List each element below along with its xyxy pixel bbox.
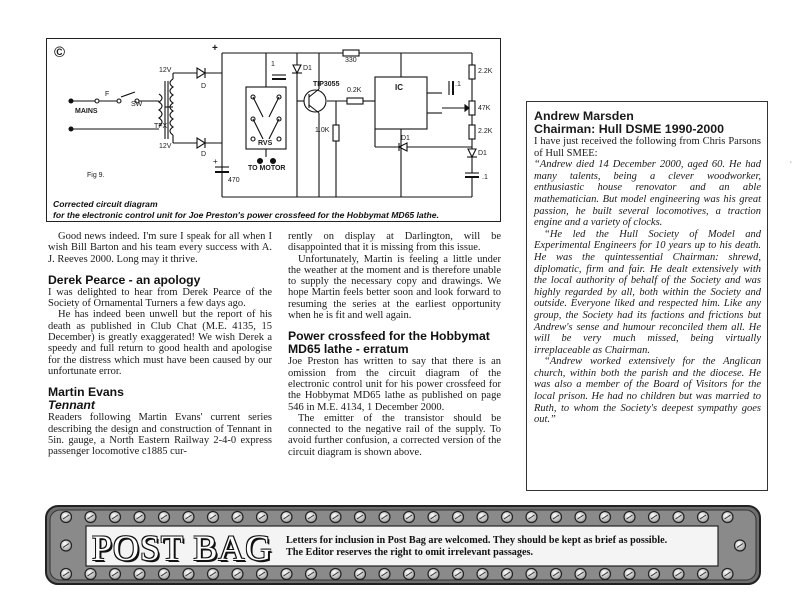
obituary-name: Andrew Marsden bbox=[534, 109, 634, 123]
obituary-title: Chairman: Hull DSME 1990-2000 bbox=[534, 122, 725, 136]
column-middle bbox=[288, 231, 501, 458]
heading-martin-evans: Martin Evans bbox=[48, 385, 124, 400]
margin-mark: ʻ bbox=[790, 160, 792, 169]
post-bag-banner bbox=[40, 502, 766, 588]
label-mains: MAINS bbox=[75, 108, 98, 115]
circuit-diagram-figure bbox=[46, 38, 501, 222]
post-bag-notice-line2: The Editor reserves the right to omit irrelevant passages. bbox=[286, 547, 534, 558]
obituary-box bbox=[526, 101, 768, 491]
label-d1-loop: D1 bbox=[401, 135, 410, 142]
obituary-intro: I have just received the following from Chris Parsons of Hull SMEE: bbox=[534, 136, 761, 159]
label-cap-01-top: .1 bbox=[455, 81, 461, 88]
figure-number: Fig 9. bbox=[87, 172, 105, 179]
label-rvs: RVS bbox=[258, 140, 273, 147]
label-12v-bottom: 12V bbox=[159, 143, 172, 150]
heading-derek-pearce: Derek Pearce - an apology bbox=[48, 272, 201, 287]
label-fuse: F bbox=[105, 91, 110, 98]
figure-caption-line1: Corrected circuit diagram bbox=[53, 199, 158, 209]
paragraph-emitter: The emitter of the transistor should be connected to the negative rail of the supply. To avoid further confusion, a corrected version of the circuit diagram is shown above. bbox=[288, 412, 501, 458]
label-r47k: 47K bbox=[478, 105, 491, 112]
copyright-symbol: © bbox=[54, 44, 66, 61]
paragraph-derek-apology: He has indeed been unwell but the report of his death as published in Club Chat (M.E. 4135, 15 December) is greatly exaggerated! We wish Derek a speedy and full return to good health and apologise for the distress which must have been caused by our unfortunate error. bbox=[48, 309, 272, 377]
obituary-quote-3: “Andrew worked extensively for the Anglican church, within both the parish and the diocese. He was also a member of the Board of Visitors for the local prison. He had no children but was married to Ruth, to whom the Society's deepest sympathy goes out.” bbox=[534, 356, 761, 426]
label-cap-1: 1 bbox=[271, 61, 275, 68]
paragraph-derek-intro: I was delighted to hear from Derek Pearce of the Society of Ornamental Turners a few days ago. bbox=[48, 286, 272, 310]
label-r330: 330 bbox=[345, 57, 357, 64]
label-r02k: 0.2K bbox=[347, 87, 362, 94]
label-d1-right: D1 bbox=[478, 150, 487, 157]
label-diode-top: D bbox=[201, 83, 207, 90]
post-bag-title: POST BAG bbox=[92, 528, 273, 568]
label-d1-zener: D1 bbox=[303, 65, 312, 72]
label-to-motor: TO MOTOR bbox=[248, 165, 286, 172]
label-plus-cap: + bbox=[213, 157, 218, 166]
label-12v-top: 12V bbox=[159, 67, 172, 74]
heading-tennant: Tennant bbox=[48, 398, 95, 413]
column-left bbox=[48, 231, 272, 457]
label-r22k-bottom: 2.2K bbox=[478, 128, 493, 135]
label-switch: SW bbox=[131, 101, 143, 108]
paragraph-martin-unwell: Unfortunately, Martin is feeling a little under the weather at the moment and is therefore unable to supply the necessary copy and drawings. We hope Martin feels better soon and look forward to resuming the series at the earliest opportunity when he is fit and well again. bbox=[288, 253, 501, 322]
label-r10k: 1.0K bbox=[315, 127, 330, 134]
obituary-quote-2: “He led the Hull Society of Model and Experimental Engineers for 10 years up to his death. He was the quintessential Chairman: shrewd, diplomatic, firm and fair. He dealt extensively with the local authority of behalf of the Society and was highly regarded by all, both within the Society and outside. Everyone liked and respected him. Like any group, the Society had its factions and frictions but Andrew's sense and humour reconciled them all. He will be very much missed, being virtually irreplaceable as Chairman. bbox=[534, 228, 761, 356]
label-transformer: TFX bbox=[154, 123, 168, 130]
paragraph-good-news: Good news indeed. I'm sure I speak for all when I wish Bill Barton and his team every success with A. J. Reeves 2000. Long may it thrive. bbox=[48, 231, 272, 265]
figure-caption-line2: for the electronic control unit for Joe Preston's power crossfeed for the Hobbymat MD65 lathe. bbox=[53, 210, 439, 220]
paragraph-darlington: rently on display at Darlington, will be disappointed that it is missing from this issue. bbox=[288, 231, 501, 254]
label-r22k-top: 2.2K bbox=[478, 68, 493, 75]
label-diode-bottom: D bbox=[201, 151, 207, 158]
post-bag-notice-line1: Letters for inclusion in Post Bag are welcomed. They should be kept as brief as possible. bbox=[286, 535, 668, 546]
obituary-quote-1: “Andrew died 14 December 2000, aged 60. He had many talents, being a clever woodworker, enthusiastic house renovator and an able mathematician. But model engineering was his great passion, he built several locomotives, a traction engine and a variety of clocks. bbox=[534, 159, 761, 229]
label-cap-01-bottom: .1 bbox=[482, 174, 488, 181]
heading-power-crossfeed: Power crossfeed for the Hobbymat MD65 lathe - erratum bbox=[288, 329, 490, 357]
paragraph-omission: Joe Preston has written to say that there is an omission from the circuit diagram of the electronic control unit for his power crossfeed for the Hobbymat MD65 lathe as published on page 546 in M.E. 4134, 1 December 2000. bbox=[288, 356, 501, 413]
label-cap-470: 470 bbox=[228, 177, 240, 184]
label-ic: IC bbox=[395, 83, 403, 92]
label-plus-top: + bbox=[212, 43, 218, 54]
paragraph-martin-series: Readers following Martin Evans' current series describing the design and construction of Tennant in 5in. gauge, a North Eastern Railway 2-4-0 express passenger locomotive c1885 cur- bbox=[48, 412, 272, 458]
label-tip3055: TIP3055 bbox=[313, 81, 340, 88]
